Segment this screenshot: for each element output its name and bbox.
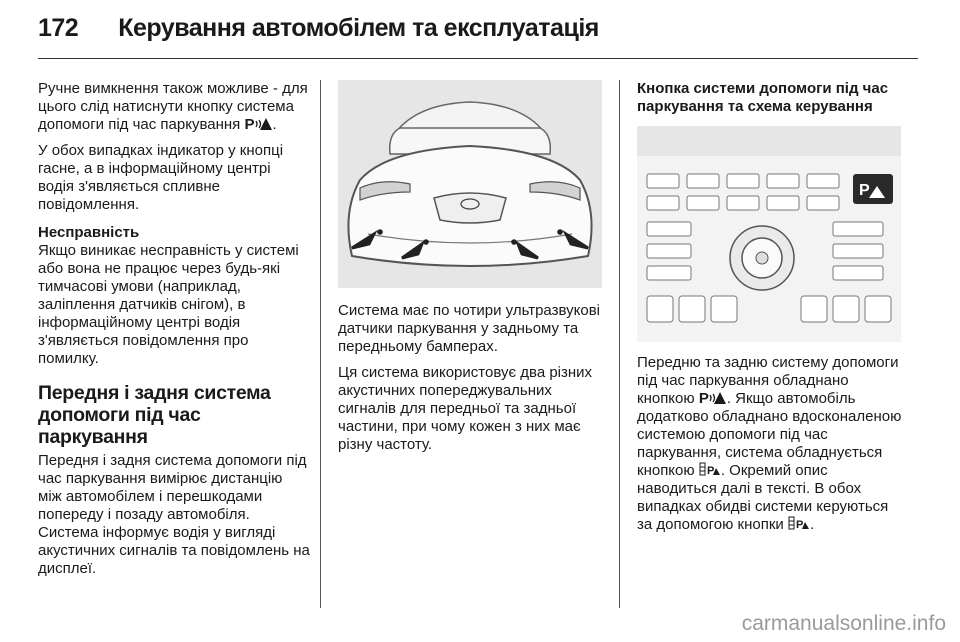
parking-assist-icon: P bbox=[244, 116, 272, 133]
advanced-parking-assist-icon bbox=[699, 462, 721, 479]
parking-assist-icon: P bbox=[699, 390, 727, 407]
button-paragraph: Передню та задню систему допомоги під час паркування обладнано кнопкою P . Якщо автомобіль додатково обладнано вдосконаленою системою допомоги під час паркування, система обладнується кнопкою P . Окремий опис наводиться далі в тексті. В обох випадках обидві системи керуються за допомогою кнопки P . bbox=[637, 354, 902, 533]
panel-parking-button-label: P bbox=[859, 182, 870, 199]
header-rule bbox=[38, 58, 918, 59]
manual-off-paragraph: Ручне вимкнення також можливе - для цього слід натиснути кнопку система допомоги під час паркування P . bbox=[38, 80, 308, 133]
column-1 bbox=[38, 80, 310, 586]
button-heading: Кнопка системи допомоги під час паркування та схема керування bbox=[637, 80, 889, 115]
sensors-paragraph: Система має по чотири ультразвукові датчики паркування у задньому та передньому бамперах. bbox=[338, 302, 600, 355]
svg-text:P: P bbox=[795, 519, 804, 531]
acoustic-paragraph: Ця система використовує два різних акустичних попереджувальних сигналів для передньої та задньої частини, при чому кожен з них має різну частоту. bbox=[338, 364, 593, 453]
front-rear-heading: Передня і задня система допомоги під час паркування bbox=[38, 382, 271, 448]
page-number: 172 bbox=[38, 14, 79, 42]
front-rear-paragraph: Передня і задня система допомоги під час паркування вимірює дистанцію між автомобілем і перешкодами попереду і позаду автомобіля. Система інформує водія у вигляді акустичних сигналів та повідомлень на дисплеї. bbox=[38, 452, 310, 577]
column-3 bbox=[637, 80, 907, 542]
indicator-paragraph: У обох випадках індикатор у кнопці гасне, а в інформаційному центрі водія з'являється спливне повідомлення. bbox=[38, 142, 284, 213]
fault-paragraph: Якщо виникає несправність у системі або вона не працює через будь-які тимчасові умови (наприклад, заліплення датчиків снігом), в інформаційному центрі водія з'являється повідомлення про помилку. bbox=[38, 242, 299, 367]
page-header bbox=[38, 14, 599, 50]
car-front-illustration bbox=[338, 80, 602, 288]
control-panel-illustration bbox=[637, 126, 901, 342]
watermark: carmanualsonline.info bbox=[741, 612, 946, 635]
column-2 bbox=[338, 80, 610, 462]
svg-text:P: P bbox=[706, 465, 715, 477]
page-title: Керування автомобілем та експлуатація bbox=[118, 14, 599, 42]
column-divider-2 bbox=[619, 80, 620, 608]
advanced-parking-assist-icon bbox=[788, 516, 810, 533]
fault-heading: Несправність bbox=[38, 224, 140, 241]
column-divider-1 bbox=[320, 80, 321, 608]
